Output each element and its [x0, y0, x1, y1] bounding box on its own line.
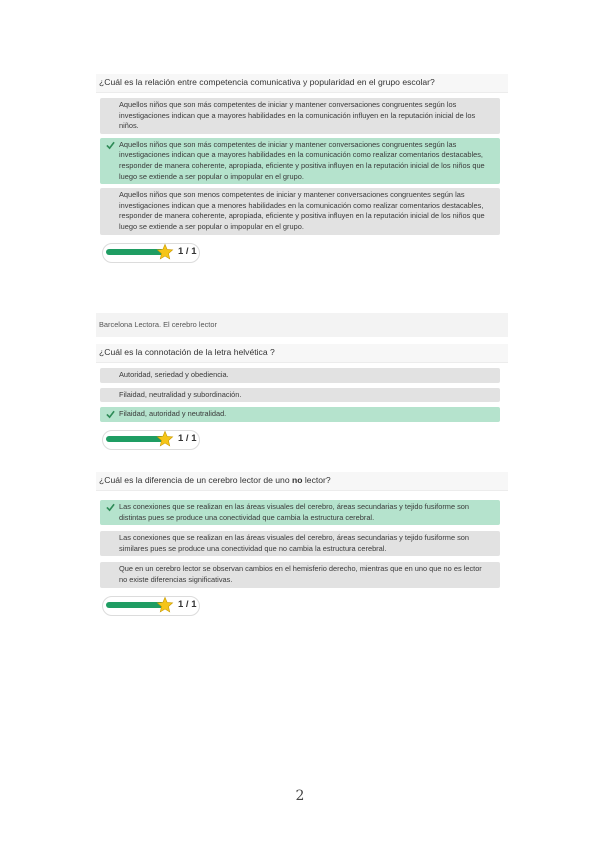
question-2-prompt: ¿Cuál es la connotación de la letra helvética ? — [96, 344, 508, 363]
score-text: 1 / 1 — [178, 432, 197, 444]
source-label: Barcelona Lectora. El cerebro lector — [96, 313, 508, 337]
question-2-option-2[interactable] — [100, 388, 500, 403]
prompt-text: ¿Cuál es la diferencia de un cerebro lector de uno — [99, 475, 292, 485]
prompt-bold: no — [292, 475, 303, 485]
option-text: Las conexiones que se realizan en las áreas visuales del cerebro, áreas secundarias y tejido fusiforme son similares pues se produce una conectividad que no cambia la estructura cerebral. — [119, 533, 470, 553]
question-1-prompt: ¿Cuál es la relación entre competencia comunicativa y popularidad en el grupo escolar? — [96, 74, 508, 93]
score-badge — [100, 428, 508, 450]
score-badge — [100, 594, 508, 616]
check-icon — [106, 409, 115, 419]
question-1-option-1[interactable] — [100, 98, 500, 134]
score-text: 1 / 1 — [178, 598, 197, 610]
question-2-option-3[interactable] — [100, 407, 500, 422]
star-icon — [156, 596, 174, 614]
question-2 — [96, 344, 508, 450]
option-text: Autoridad, seriedad y obediencia. — [119, 370, 229, 379]
star-icon — [156, 243, 174, 261]
check-icon — [106, 140, 115, 150]
question-1-option-3[interactable] — [100, 188, 500, 234]
question-1-option-2[interactable] — [100, 138, 500, 184]
prompt-text-end: lector? — [302, 475, 331, 485]
option-text: Las conexiones que se realizan en las áreas visuales del cerebro, áreas secundarias y tejido fusiforme son distintas pues se produce una conectividad que cambia la estructura cerebral. — [119, 502, 470, 522]
option-text: Aquellos niños que son menos competentes de iniciar y mantener conversaciones congruentes según las investigaciones indican que a menores habilidades en la comunicación como realizar comentarios destacables, responder de manera coherente, apropiada, eficiente y positiva influyen en la reputación inicial de los niños que luego se extiende a ser popular o impopular en el grupo. — [119, 190, 485, 231]
option-text: Filaidad, neutralidad y subordinación. — [119, 389, 242, 399]
score-badge — [100, 241, 508, 263]
question-3-option-3[interactable] — [100, 562, 500, 587]
option-text: Filaidad, autoridad y neutralidad. — [119, 409, 227, 419]
question-3 — [96, 472, 508, 616]
question-3-prompt — [96, 472, 508, 491]
question-2-option-1[interactable] — [100, 368, 500, 383]
question-3-option-2[interactable] — [100, 531, 500, 556]
check-icon — [106, 502, 115, 512]
score-text: 1 / 1 — [178, 245, 197, 257]
question-3-option-1[interactable] — [100, 500, 500, 525]
option-text: Aquellos niños que son más competentes de iniciar y mantener conversaciones congruentes según los investigaciones indican que a mayores habilidades en la comunicación influyen en la reputación inicial de los niños. — [119, 100, 476, 131]
question-1 — [96, 74, 508, 263]
star-icon — [156, 430, 174, 448]
option-text: Aquellos niños que son más competentes de iniciar y mantener conversaciones congruentes según las investigaciones indican que a mayores habilidades en la comunicación como realizar comentarios destacables, responder de manera coherente, apropiada, eficiente y positiva influyen en la reputación inicial de los niños que luego se extiende a ser popular o impopular en el grupo. — [119, 139, 485, 181]
page-number: 2 — [295, 788, 305, 804]
option-text: Que en un cerebro lector se observan cambios en el hemisferio derecho, mientras que en uno que no es lector no existe diferencias significativas. — [119, 564, 482, 584]
